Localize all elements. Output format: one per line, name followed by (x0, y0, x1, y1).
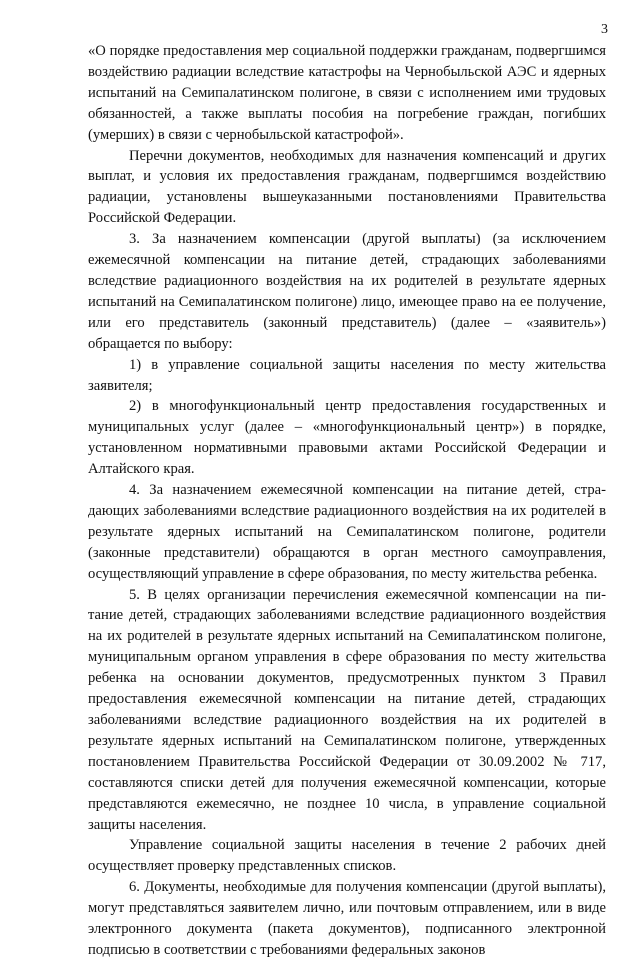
paragraph-item-6-documents: 6. Документы, необходимые для получения компенсации (другой выплаты), могут представляться заявителем лично, или почтовым отправлением, или в виде электронного документа (пакета документов), подписанного электронной подписью в соответствии с требованиями федеральных законов (88, 879, 606, 958)
paragraph-list-verification: Управление социальной защиты населения в течение 2 рабочих дней осуществляет проверку представленных списков. (88, 837, 606, 875)
paragraph-option-1-social-protection: 1) в управление социальной защиты населения по месту жительства заявителя; (88, 356, 606, 394)
paragraph-document-lists: Перечни документов, необходимых для назначения компенсаций и других выплат, и условия их предоставления гражданам, подвергшимся воздействию радиации, установлены вышеуказанными постановлениями Правительства Российской Федерации. (88, 147, 606, 227)
paragraph-option-2-mfc: 2) в многофункциональный центр предоставления государственных и муниципальных услуг (далее – «многофункциональный центр») в порядке, установленном нормативными правовыми актами Российской Федерации и Алтайского края. (88, 398, 606, 478)
paragraph-item-5-lists: 5. В целях организации перечисления ежемесячной компенсации на питание детей, страдающих заболеваниями вследствие радиационного воздействия на их родителей в результате ядерных испытаний на Семипалатинском полигоне, муниципальным органом управления в сфере образования по месту жительства ребенка на основании документов, предусмотренных пунктом 3 Правил предоставления ежемесячной компенсации на питание детей, страдающих заболеваниями вследствие радиационного воздействия на их родителей в результате ядерных испытаний на Семипалатинском полигоне, утвержденных постановлением Правительства Российской Федерации от 30.09.2002 № 717, составляются списки детей для получения ежемесячной компенсации, которые представляются ежемесячно, не позднее 10 числа, в управление социальной защиты населения. (88, 586, 606, 833)
page-number: 3 (601, 22, 608, 37)
paragraph-item-3-application: 3. За назначением компенсации (другой выплаты) (за исключением ежемесячной компенсации на питание детей, страдающих заболеваниями вследствие радиационного воздействия на их родителей в результате ядерных испытаний на Семипалатинском полигоне) лицо, имеющее право на ее получение, или его представитель (законный представитель) (далее – «заявитель») обращается по выбору: (88, 231, 606, 352)
paragraph-item-4-child-nutrition: 4. За назначением ежемесячной компенсации на питание детей, страдающих заболеваниями вследствие радиационного воздействия на их родителей в результате ядерных испытаний на Семипалатинском полигоне, родители (законные представители) обращаются в орган местного самоуправления, осуществляющий управление в сфере образования, по месту жительства ребенка. (88, 482, 606, 582)
paragraph-decree-title-continuation: «О порядке предоставления мер социальной поддержки гражданам, подвергшимся воздействию радиации вследствие катастрофы на Чернобыльской АЭС и ядерных испытаний на Семипалатинском полигоне, в связи с исполнением ими трудовых обязанностей, а также выплаты пособия на погребение граждан, погибших (умерших) в связи с чернобыльской катастрофой». (88, 43, 606, 143)
document-body (88, 41, 606, 961)
